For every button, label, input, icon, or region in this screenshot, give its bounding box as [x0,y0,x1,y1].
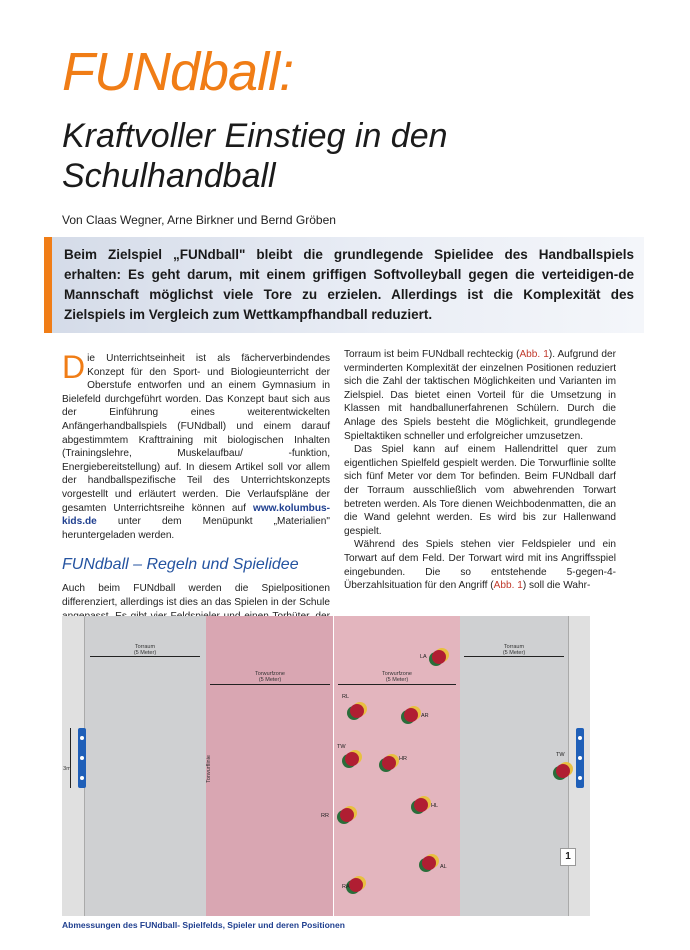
lead-accent-bar [44,237,52,333]
intro-end: unter dem Menüpunkt „Materialien" heruntergeladen werden. [62,516,330,541]
article-column-right [344,348,616,593]
label-torraum-left: Torraum (5 Meter) [133,644,157,656]
label-3m: 3m [63,766,71,772]
player-tag-ra: RA [342,884,350,890]
figure-ref-link[interactable]: Abb. 1 [519,349,549,360]
figure-number: 1 [560,848,576,866]
player-ar [404,708,418,722]
player-tag-rr: RR [321,813,329,819]
torraum-left [84,616,207,916]
page-title: FUNdball: [62,42,294,102]
paragraph-intro [62,349,330,542]
subtitle-line-1: Kraftvoller Einstieg in den [62,117,448,155]
paragraph-spieler: Während des Spiels stehen vier Feldspieler und ein Torwart auf dem Feld. Der Torwart wird mit ins Angriffsspiel eingebunden. Die so entstehende 5-gegen-4-Überzahlsituation für den Angriff (Abb. 1) soll die Wahr- [344,539,616,592]
dropcap: D [62,349,86,385]
paragraph-torraum: Torraum ist beim FUNdball rechteckig (Abb. 1). Aufgrund der verminderten Komplexität der einzelnen Positionen reduziert sich die Zahl der taktischen Möglichkeiten und Varianten im Zielspiel. Das bietet einen Vorteil für die Umsetzung in Klassen mit handballunerfahrenen Schülern. Durch die Anlage des Spiels besteht die Möglichkeit, grundlegende Spieltaktiken schneller und erfolgreicher umzusetzen. [344,349,616,442]
lead-box [44,237,644,333]
player-tag-hr: HR [399,756,407,762]
label-torwurfzone-left: Torwurfzone (5 Meter) [255,671,285,683]
figure-ref-link-2[interactable]: Abb. 1 [493,580,523,592]
dim-torraum-left [90,656,200,657]
player-rl [350,704,364,718]
player-ra [349,878,363,892]
lead-text: Beim Zielspiel „FUNdball" bleibt die grundlegende Spielidee des Handballspiels erhalten: Es geht darum, mit einem griffigen Softvolleyball gegen die verteidigen-de Mannschaft möglichst viele Tore zu erzielen. Allerdings ist die Komplexität des Zielspiels im Vergleich zum Wettkampfhandball reduziert. [64,247,634,322]
player-tag-al: AL [440,864,447,870]
dim-3m [70,728,71,788]
article-column-left [62,349,330,637]
player-tag-ar: AR [421,713,429,719]
section-heading: FUNdball – Regeln und Spielidee [62,556,299,574]
player-al [422,856,436,870]
figure-caption: Abmessungen des FUNdball- Spielfelds, Spieler und deren Positionen [62,920,345,930]
subtitle-line-2: Schulhandball [62,157,276,195]
dim-torwurfzone-right [338,684,456,685]
player-tag-tw-attack: TW [337,744,346,750]
player-hr [382,756,396,770]
label-torwurflinie: Torwurflinie [206,755,212,783]
byline: Von Claas Wegner, Arne Birkner und Bernd Gröben [62,213,336,227]
player-tag-rl: RL [342,694,350,700]
player-hl [414,798,428,812]
label-torwurfzone-right: Torwurfzone (5 Meter) [382,671,412,683]
player-rr [340,808,354,822]
dim-torwurfzone-left [210,684,330,685]
player-tw-attack [345,752,359,766]
dim-torraum-right [464,656,564,657]
torwurfzone-left [206,616,333,916]
kolumbus-link[interactable]: www.kolumbus-kids.de [62,502,330,528]
torraum-right [460,616,569,916]
player-tw-defense [556,764,570,778]
player-tag-tw-defense: TW [556,752,565,758]
goal-right [576,728,584,788]
player-la [432,650,446,664]
goal-left [78,728,86,788]
paragraph-positions: Auch beim FUNdball werden die Spielpositionen differenziert, allerdings ist dies an das Spielen in der Schule [62,583,330,608]
player-tag-hl: HL [431,803,439,809]
player-tag-la: LA [420,654,427,660]
paragraph-hallendrittel: Das Spiel kann auf einem Hallendrittel quer zum eigentlichen Spielfeld gespielt werden. Die Torwurflinie sollte sich fünf Meter vor dem Tor befinden. Beim FUNdball darf der Torraum ausschließlich vom abwehrenden Torwart betreten werden. Als Tore dienen Weichbodenmatten, die an die Wand gelehnt werden. Es wird bis zur Hallenwand gespielt. [344,444,616,537]
court-diagram [62,616,590,916]
intro-text: ie Unterrichtseinheit ist als fächerverbindendes Konzept für den Sport- und Biologieunterricht der Oberstufe entworfen und an einem Gymnasium in Bielefeld durchgeführt worden. Das Konzept baut sich aus der Einführung eines weiterentwickelten Anfängerhandballspiels (FUNdball) und einem darauf abgestimmtem Krafttraining mit biologischen Inhalten (Trainingslehre, Muskelaufbau/ -funktion, Energiebereitstellung) auf. In diesem Artikel soll vor allem der handballspezifische Teil des Unterrichtskonzepts vorgestellt und erläutert werden. Die Verlaufspläne der gesamten Unterrichtsreihe können auf [62,353,330,514]
label-torraum-right: Torraum (5 Meter) [502,644,526,656]
